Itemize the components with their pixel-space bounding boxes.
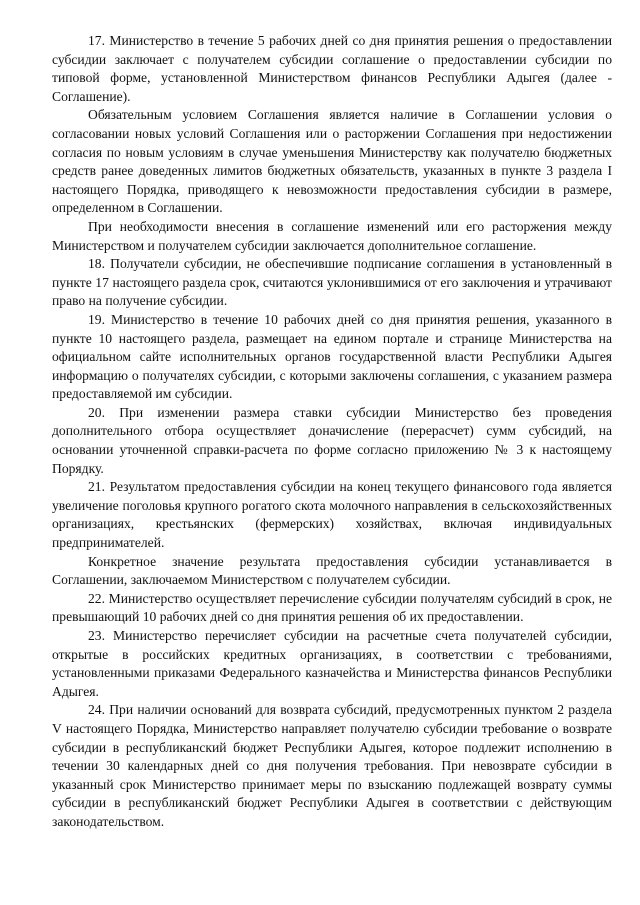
- paragraph-agreement-condition: Обязательным условием Соглашения является наличие в Соглашении условия о согласовании новых условий Соглашения или о расторжении Соглашения при недостижении согласия по новым условиям в случае уменьшения Министерству как получателю бюджетных средств ранее доведенных лимитов бюджетных обязательств, указанных в пункте 3 раздела I настоящего Порядка, приводящего к невозможности предоставления субсидии в размере, определенном в Соглашении.: [52, 107, 612, 216]
- paragraph-24: 24. При наличии оснований для возврата субсидий, предусмотренных пунктом 2 раздела V настоящего Порядка, Министерство направляет получателю субсидии требование о возврате субсидии в республиканский бюджет Республики Адыгея, которое подлежит исполнению в течении 30 календарных дней со дня получения требования. При невозврате субсидии в указанный срок Министерство принимает меры по взысканию подлежащей возврату суммы субсидии в республиканский бюджет Республики Адыгея в соответствии с действующим законодательством.: [52, 702, 612, 829]
- paragraph-22: 22. Министерство осуществляет перечисление субсидии получателям субсидий в срок, не превышающий 10 рабочих дней со дня принятия решения об их предоставлении.: [52, 590, 612, 625]
- paragraph-20: 20. При изменении размера ставки субсидии Министерство без проведения дополнительного отбора осуществляет доначисление (перерасчет) сумм субсидий, на основании уточненной справки-расчета по форме согласно приложению № 3 к настоящему Порядку.: [52, 404, 612, 476]
- paragraph-additional-agreement: При необходимости внесения в соглашение изменений или его расторжения между Министерством и получателем субсидии заключается дополнительное соглашение.: [52, 218, 612, 253]
- paragraph-18: 18. Получатели субсидии, не обеспечившие подписание соглашения в установленный в пункте 17 настоящего раздела срок, считаются уклонившимися от его заключения и утрачивают право на получение субсидии.: [52, 256, 612, 309]
- paragraph-result-value: Конкретное значение результата предоставления субсидии устанавливается в Соглашении, заключаемом Министерством с получателем субсидии.: [52, 553, 612, 588]
- paragraph-19: 19. Министерство в течение 10 рабочих дней со дня принятия решения, указанного в пункте 10 настоящего раздела, размещает на едином портале и странице Министерства на официальном сайте исполнительных органов государственной власти Республики Адыгея информацию о получателях субсидии, с которыми заключены соглашения, с указанием размера предоставляемой им субсидии.: [52, 311, 612, 402]
- paragraph-17: 17. Министерство в течение 5 рабочих дней со дня принятия решения о предоставлении субсидии заключает с получателем субсидии соглашение о предоставлении субсидии по типовой форме, установленной Министерством финансов Республики Адыгея (далее - Соглашение).: [52, 33, 612, 104]
- document-page: [52, 32, 612, 832]
- paragraph-23: 23. Министерство перечисляет субсидии на расчетные счета получателей субсидии, открытые в российских кредитных организациях, в соответствии с требованиями, установленными приказами Федерального казначейства и Министерства финансов Республики Адыгея.: [52, 628, 612, 699]
- paragraph-21: 21. Результатом предоставления субсидии на конец текущего финансового года является увеличение поголовья крупного рогатого скота молочного направления в сельскохозяйственных организациях, крестьянских (фермерских) хозяйствах, включая индивидуальных предпринимателей.: [52, 479, 612, 551]
